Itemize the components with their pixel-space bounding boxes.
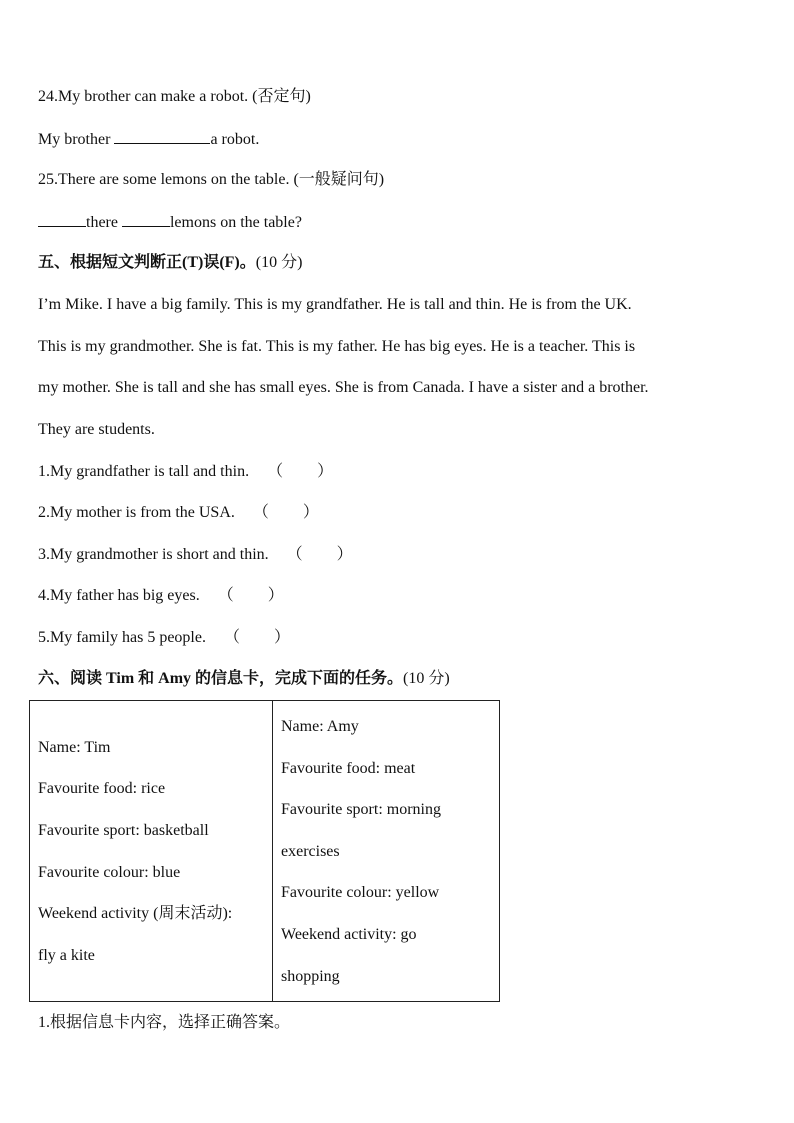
question-25-prompt: 25.There are some lemons on the table. (一般疑问句): [38, 171, 385, 188]
answer-word-2: lemons on the table?: [169, 214, 302, 231]
judgement-item: [38, 545, 353, 565]
answer-word-1: there: [86, 214, 122, 231]
question-24-answer-line: [38, 129, 259, 150]
tim-info-card: [30, 701, 273, 1002]
amy-sport-cont: exercises: [281, 843, 340, 860]
paren-open: （: [223, 629, 240, 646]
amy-name: Name: Amy: [281, 718, 359, 735]
amy-sport: Favourite sport: morning: [281, 801, 441, 818]
tim-colour: Favourite colour: blue: [38, 864, 181, 881]
tim-name: Name: Tim: [38, 739, 111, 756]
amy-weekend-activity-cont: shopping: [281, 968, 340, 985]
answer-parentheses[interactable]: [218, 586, 284, 606]
question-25-answer-line: [38, 212, 302, 233]
judgement-item: [38, 503, 319, 523]
answer-blank-1[interactable]: [38, 212, 86, 227]
paren-close: ）: [267, 587, 284, 604]
judgement-statement: 4.My father has big eyes.: [38, 587, 200, 604]
paren-open: （: [286, 546, 303, 563]
answer-parentheses[interactable]: [253, 503, 319, 523]
paren-close: ）: [317, 463, 334, 480]
paren-open: （: [217, 587, 234, 604]
judgement-statement: 2.My mother is from the USA.: [38, 504, 235, 521]
paren-close: ）: [336, 546, 353, 563]
judgement-statement: 3.My grandmother is short and thin.: [38, 546, 269, 563]
answer-end-text: a robot.: [210, 131, 260, 148]
judgement-item: [38, 628, 290, 648]
answer-blank-2[interactable]: [122, 212, 170, 227]
paren-open: （: [267, 463, 284, 480]
passage-line: They are students.: [38, 421, 155, 438]
answer-blank[interactable]: [114, 129, 210, 144]
amy-weekend-activity: Weekend activity: go: [281, 926, 417, 943]
tim-weekend-activity: fly a kite: [38, 947, 95, 964]
tim-food: Favourite food: rice: [38, 780, 166, 797]
amy-food: Favourite food: meat: [281, 760, 416, 777]
question-24-prompt: 24.My brother can make a robot. (否定句): [38, 88, 311, 105]
passage-line: This is my grandmother. She is fat. This is my father. He has big eyes. He is a teacher. This is: [38, 338, 636, 355]
section-5-title: 五、根据短文判断正(T)误(F)。: [38, 254, 256, 271]
tim-weekend-label: Weekend activity (周末活动):: [38, 905, 233, 922]
section-5-heading: [38, 253, 302, 273]
judgement-statement: 5.My family has 5 people.: [38, 629, 206, 646]
task-1-instruction: 1.根据信息卡内容，选择正确答案。: [38, 1014, 291, 1031]
section-6-points: (10 分): [403, 670, 450, 687]
judgement-item: [38, 462, 333, 482]
section-6-heading: [38, 669, 450, 689]
paren-close: ）: [302, 504, 319, 521]
answer-parentheses[interactable]: [267, 462, 333, 482]
amy-colour: Favourite colour: yellow: [281, 884, 440, 901]
amy-info-card: [273, 701, 500, 1002]
passage-line: my mother. She is tall and she has small eyes. She is from Canada. I have a sister and a brother.: [38, 379, 649, 396]
paren-close: ）: [273, 629, 290, 646]
paren-open: （: [252, 504, 269, 521]
section-5-points: (10 分): [255, 254, 303, 271]
tim-sport: Favourite sport: basketball: [38, 822, 209, 839]
section-6-title: 六、阅读 Tim 和 Amy 的信息卡，完成下面的任务。: [38, 670, 404, 687]
answer-parentheses[interactable]: [224, 628, 290, 648]
info-cards-table: [29, 700, 500, 1002]
judgement-statement: 1.My grandfather is tall and thin.: [38, 463, 250, 480]
judgement-item: [38, 586, 284, 606]
answer-start-text: My brother: [38, 131, 115, 148]
answer-parentheses[interactable]: [287, 545, 353, 565]
passage-line: I’m Mike. I have a big family. This is my grandfather. He is tall and thin. He is from the UK.: [38, 296, 632, 313]
